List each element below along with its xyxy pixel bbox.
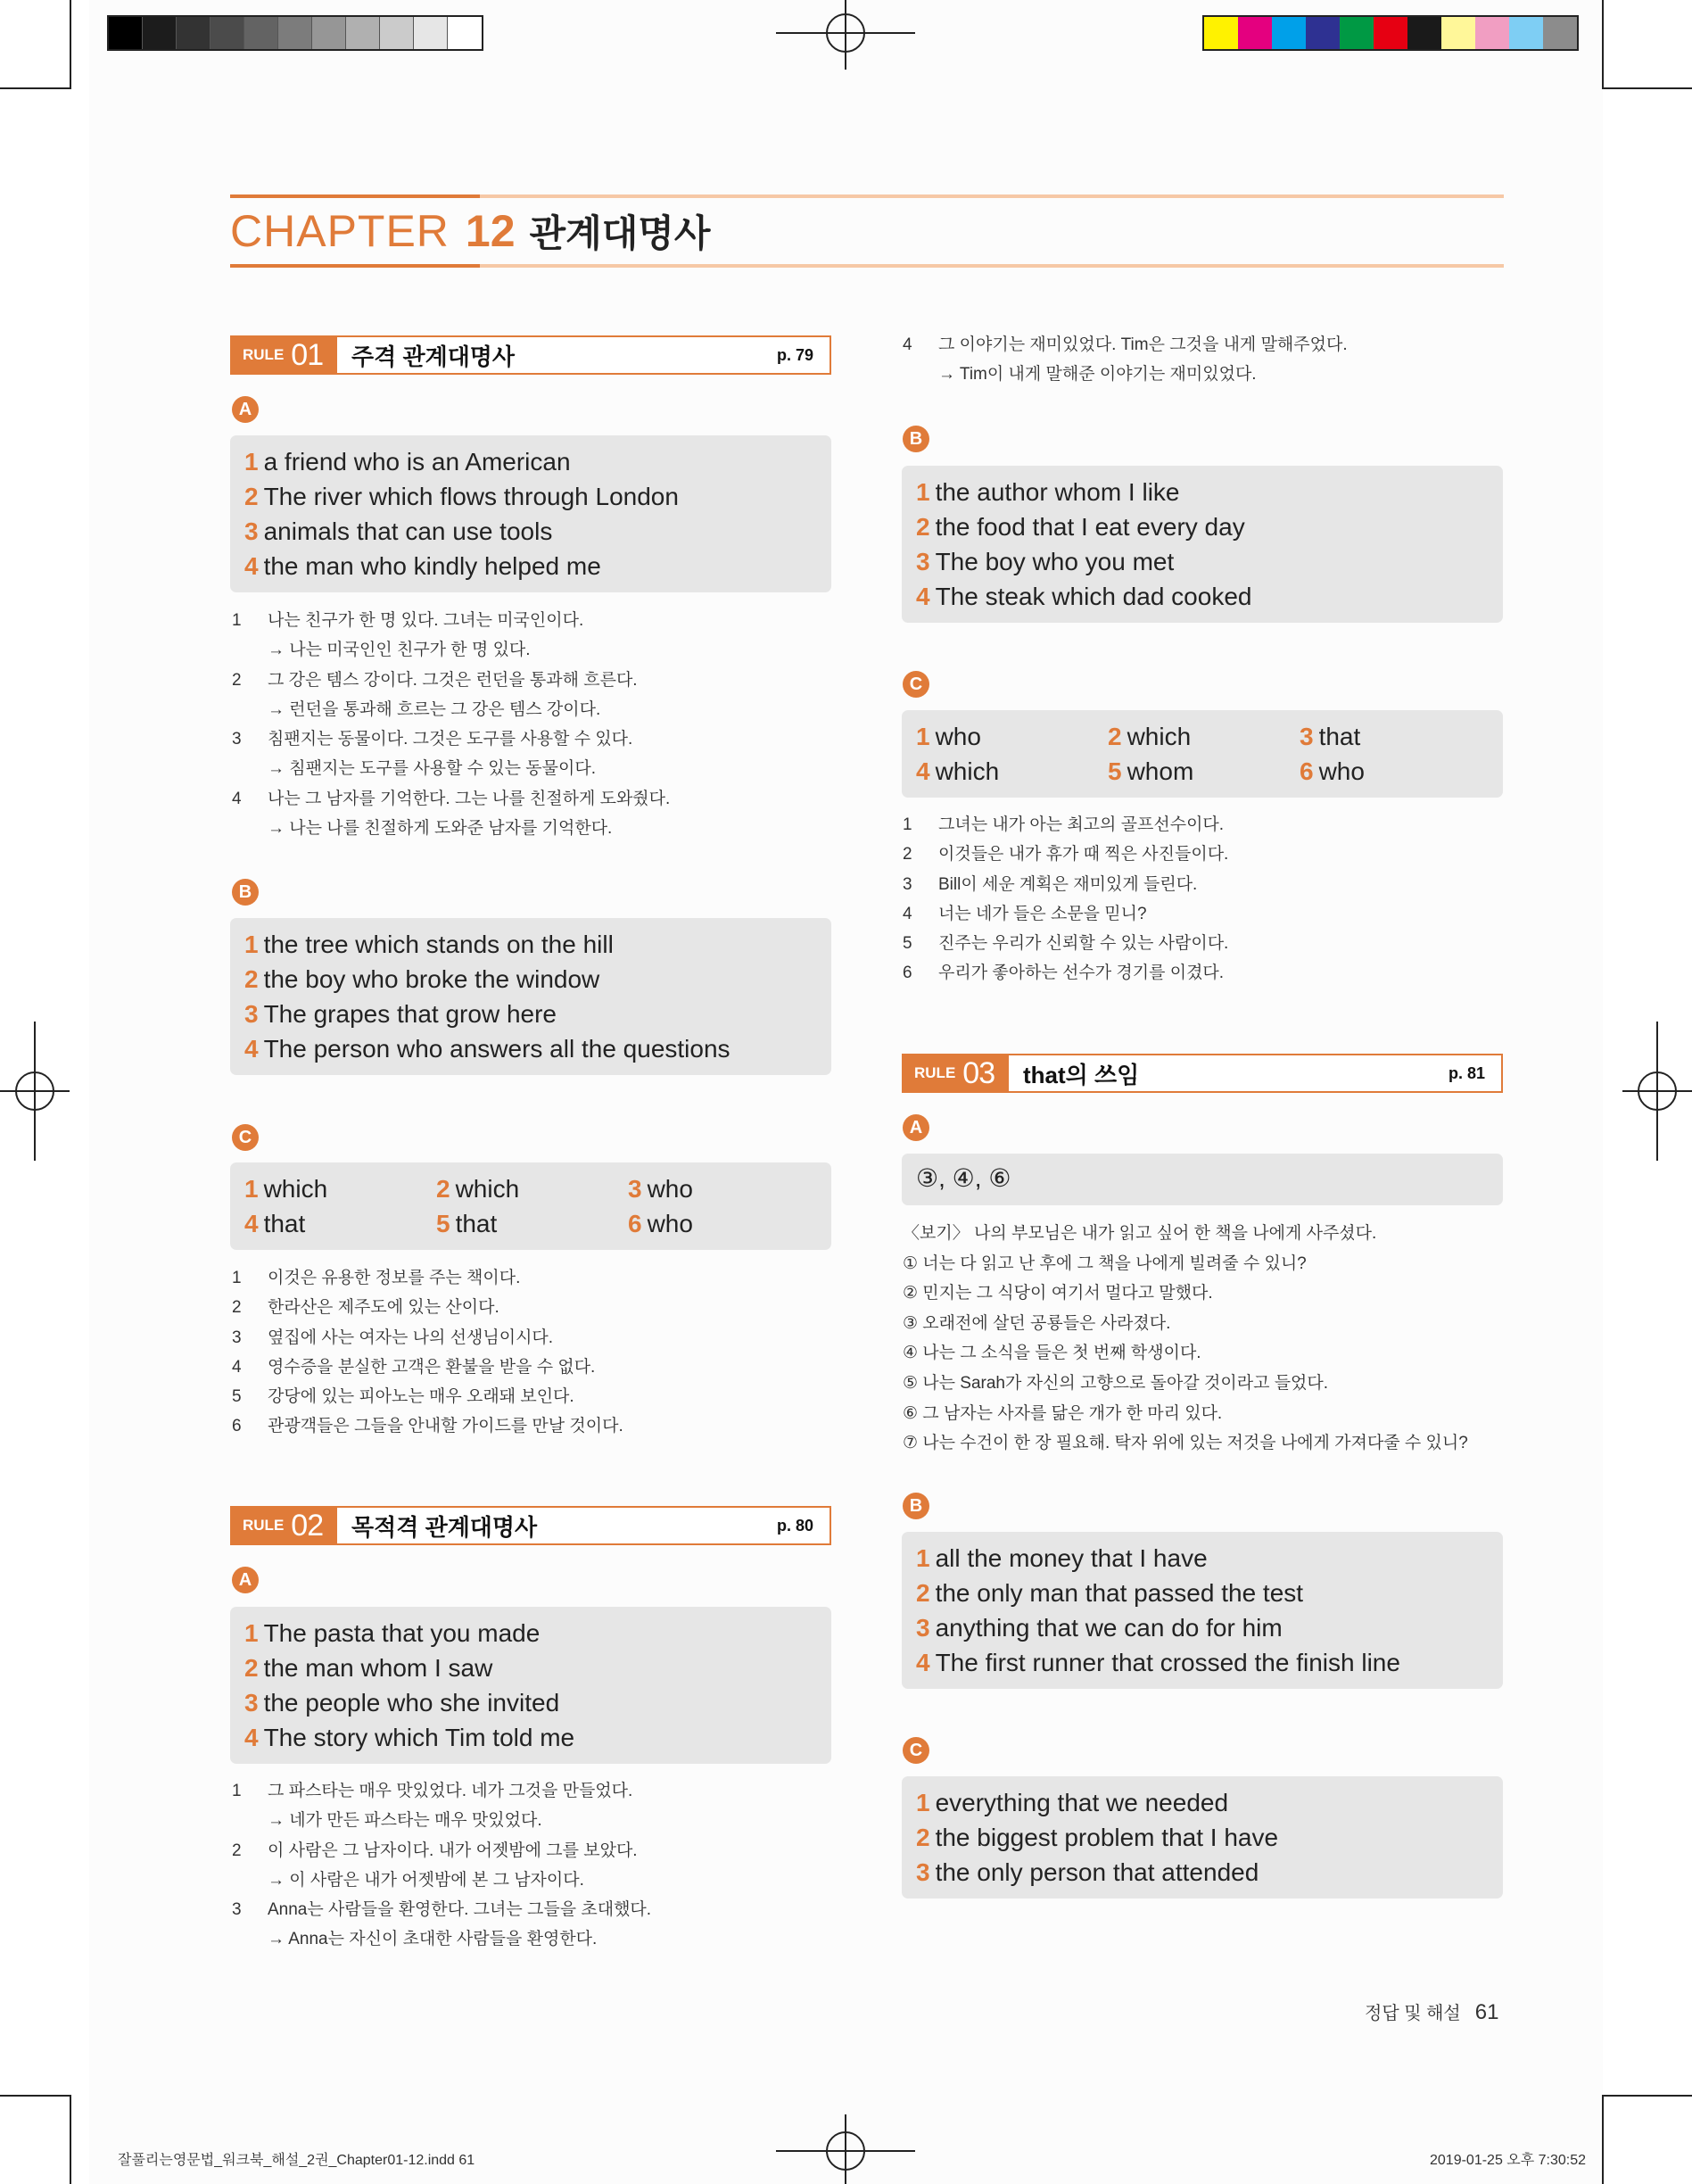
answer-item: 4 The person who answers all the questions xyxy=(244,1035,730,1063)
registration-mark xyxy=(826,2131,865,2171)
crop-mark xyxy=(0,2095,70,2097)
answer-item: 3 the people who she invited xyxy=(244,1689,560,1717)
crop-mark xyxy=(1604,2095,1692,2097)
section-label-b: B xyxy=(232,879,259,906)
answer-box xyxy=(230,918,831,1075)
answer-item: 3 that xyxy=(1300,723,1361,750)
answer-item: 5 that xyxy=(436,1210,498,1237)
rule-title: that의 쓰임 xyxy=(1023,1061,1140,1088)
section-label-b: B xyxy=(903,1493,929,1519)
answer-item: 1 The pasta that you made xyxy=(244,1619,541,1647)
rule-page-ref: p. 81 xyxy=(1448,1063,1485,1082)
answer-item: 6 who xyxy=(1300,757,1365,785)
section-label-c: C xyxy=(903,1737,929,1764)
chapter-korean-title: 관계대명사 xyxy=(529,212,711,254)
answer-item: 4 that xyxy=(244,1210,306,1237)
explanation-list: 1 그녀는 내가 아는 최고의 골프선수이다. 2 이것들은 내가 휴가 때 찍은 사진들이다. 3 Bill이 세운 계획은 재미있게 들린다. 4 너는 네가 들은 소문을 믿니? 5 진주는 우리가 신뢰할 수 있는 사람이다. 6 우리가 좋아하는 선수가 경기를 이겼다. xyxy=(903,815,1229,983)
answer-box xyxy=(902,710,1503,798)
answer-box xyxy=(230,435,831,592)
rule-03-header xyxy=(902,1054,1503,1093)
chapter-word: CHAPTER xyxy=(230,206,450,256)
answer-box xyxy=(230,1162,831,1250)
answer-item: 3 who xyxy=(628,1175,693,1203)
answer-item: 4 The first runner that crossed the finish line xyxy=(916,1649,1400,1676)
crop-mark xyxy=(70,0,71,89)
rule-number: 03 xyxy=(962,1055,995,1090)
crop-mark xyxy=(1602,0,1604,89)
page-footer xyxy=(1365,1998,1498,2025)
answer-item: 4 which xyxy=(916,757,1000,785)
rule-number: 01 xyxy=(291,337,324,372)
answer-item: 2 which xyxy=(1108,723,1192,750)
explanation-list: 1 나는 친구가 한 명 있다. 그녀는 미국인이다. → 나는 미국인인 친구가 한 명 있다. 2 그 강은 템스 강이다. 그것은 런던을 통과해 흐른다. → 런던을 통과해 흐르는 그 강은 템스 강이다. 3 침팬지는 동물이다. 그것은 도구를 사용할 수 있다. → 침팬지는 도구를 사용할 수 있는 동물이다. 4 나는 그 남자를 기억한다. 그는 나를 친절하게 도와줬다. → 나는 나를 친절하게 도와준 남자를 기억한다. xyxy=(232,611,671,839)
answer-item: 5 whom xyxy=(1108,757,1194,785)
answer-box xyxy=(902,466,1503,623)
answer-item: 2 The river which flows through London xyxy=(244,483,679,510)
answer-box xyxy=(902,1532,1503,1689)
answer-item: 2 the food that I eat every day xyxy=(916,513,1245,541)
registration-mark xyxy=(1638,1071,1677,1111)
rule-title: 주격 관계대명사 xyxy=(351,343,516,370)
rule-page-ref: p. 80 xyxy=(776,1516,813,1535)
section-label-a: A xyxy=(232,1567,259,1593)
section-label-c: C xyxy=(903,671,929,698)
rule-01-header xyxy=(230,335,831,375)
answer-item: 2 the only man that passed the test xyxy=(916,1579,1304,1607)
answer-item: 2 the biggest problem that I have xyxy=(916,1824,1279,1851)
slug-date: 2019-01-25 오후 7:30:52 xyxy=(1430,2153,1587,2168)
rule-tag: RULE xyxy=(243,346,285,363)
answer-item: 1 which xyxy=(244,1175,328,1203)
chapter-rule-bottom xyxy=(230,264,1504,268)
rule-02-header xyxy=(230,1506,831,1545)
rule-title: 목적격 관계대명사 xyxy=(351,1513,538,1541)
answer-item: 4 The story which Tim told me xyxy=(244,1724,575,1751)
answer-item: 1 the author whom I like xyxy=(916,478,1180,506)
answer-item: 3 anything that we can do for him xyxy=(916,1614,1283,1642)
answer-box xyxy=(902,1776,1503,1899)
section-label-a: A xyxy=(903,1114,929,1141)
crop-mark xyxy=(0,87,70,89)
rule-tag: RULE xyxy=(914,1064,956,1081)
footer-label: 정답 및 해설 xyxy=(1365,2004,1461,2023)
explanation-list: 4 그 이야기는 재미있었다. Tim은 그것을 내게 말해주었다. → Tim이 내게 말해준 이야기는 재미있었다. xyxy=(903,335,1348,385)
answer-item: 3 The boy who you met xyxy=(916,548,1175,575)
answer-item: 1 the tree which stands on the hill xyxy=(244,931,614,958)
crop-mark xyxy=(70,2095,71,2184)
crop-mark xyxy=(1602,2095,1604,2184)
page-number: 61 xyxy=(1474,2000,1499,2024)
answer-item: ③, ④, ⑥ xyxy=(916,1164,1011,1192)
grayscale-bar xyxy=(107,15,483,51)
answer-item: 2 the man whom I saw xyxy=(244,1654,493,1682)
answer-item: 4 The steak which dad cooked xyxy=(916,583,1252,610)
answer-item: 1 a friend who is an American xyxy=(244,448,571,476)
answer-item: 2 which xyxy=(436,1175,520,1203)
color-bar xyxy=(1202,15,1579,51)
answer-item: 3 The grapes that grow here xyxy=(244,1000,557,1028)
registration-mark xyxy=(826,13,865,53)
answer-box xyxy=(902,1154,1503,1205)
rule-page-ref: p. 79 xyxy=(776,345,813,364)
answer-item: 1 everything that we needed xyxy=(916,1789,1229,1816)
rule-tag: RULE xyxy=(243,1517,285,1534)
crop-mark xyxy=(1604,87,1692,89)
registration-mark xyxy=(15,1071,54,1111)
explanation-list: 〈보기〉 나의 부모님은 내가 읽고 싶어 한 책을 나에게 사주셨다. ① 너는 다 읽고 난 후에 그 책을 나에게 빌려줄 수 있니? ② 민지는 그 식당이 여기서 멀다고 말했다. ③ 오래전에 살던 공룡들은 사라졌다. ④ 나는 그 소식을 들은 첫 번째 학생이다. ⑤ 나는 Sarah가 자신의 고향으로 돌아갈 것이라고 들었다. ⑥ 그 남자는 사자를 닮은 개가 한 마리 있다. ⑦ 나는 수건이 한 장 필요해. 탁자 위에 있는 저것을 나에게 가져다줄 수 있니? xyxy=(903,1224,1468,1453)
chapter-rule-top xyxy=(230,194,1504,198)
answer-item: 2 the boy who broke the window xyxy=(244,965,600,993)
answer-item: 3 the only person that attended xyxy=(916,1858,1259,1886)
answer-item: 1 who xyxy=(916,723,981,750)
chapter-number: 12 xyxy=(465,206,516,256)
rule-number: 02 xyxy=(291,1508,324,1543)
slug-filename: 잘풀리는영문법_워크북_해설_2권_Chapter01-12.indd 61 xyxy=(118,2153,475,2168)
section-label-c: C xyxy=(232,1124,259,1151)
answer-box xyxy=(230,1607,831,1764)
section-label-a: A xyxy=(232,396,259,423)
explanation-list: 1 그 파스타는 매우 맛있었다. 네가 그것을 만들었다. → 네가 만든 파스타는 매우 맛있었다. 2 이 사람은 그 남자이다. 내가 어젯밤에 그를 보았다. → 이 사람은 내가 어젯밤에 본 그 남자이다. 3 Anna는 사람들을 환영한다. 그녀는 그들을 초대했다. → Anna는 자신이 초대한 사람들을 환영한다. xyxy=(232,1782,652,1949)
answer-item: 6 who xyxy=(628,1210,693,1237)
answer-item: 1 all the money that I have xyxy=(916,1544,1208,1572)
answer-item: 3 animals that can use tools xyxy=(244,517,553,545)
section-label-b: B xyxy=(903,426,929,452)
explanation-list: 1 이것은 유용한 정보를 주는 책이다. 2 한라산은 제주도에 있는 산이다. 3 옆집에 사는 여자는 나의 선생님이시다. 4 영수증을 분실한 고객은 환불을 받을 수 없다. 5 강당에 있는 피아노는 매우 오래돼 보인다. 6 관광객들은 그들을 안내할 가이드를 만날 것이다. xyxy=(232,1269,623,1436)
answer-item: 4 the man who kindly helped me xyxy=(244,552,601,580)
chapter-title xyxy=(230,202,710,261)
